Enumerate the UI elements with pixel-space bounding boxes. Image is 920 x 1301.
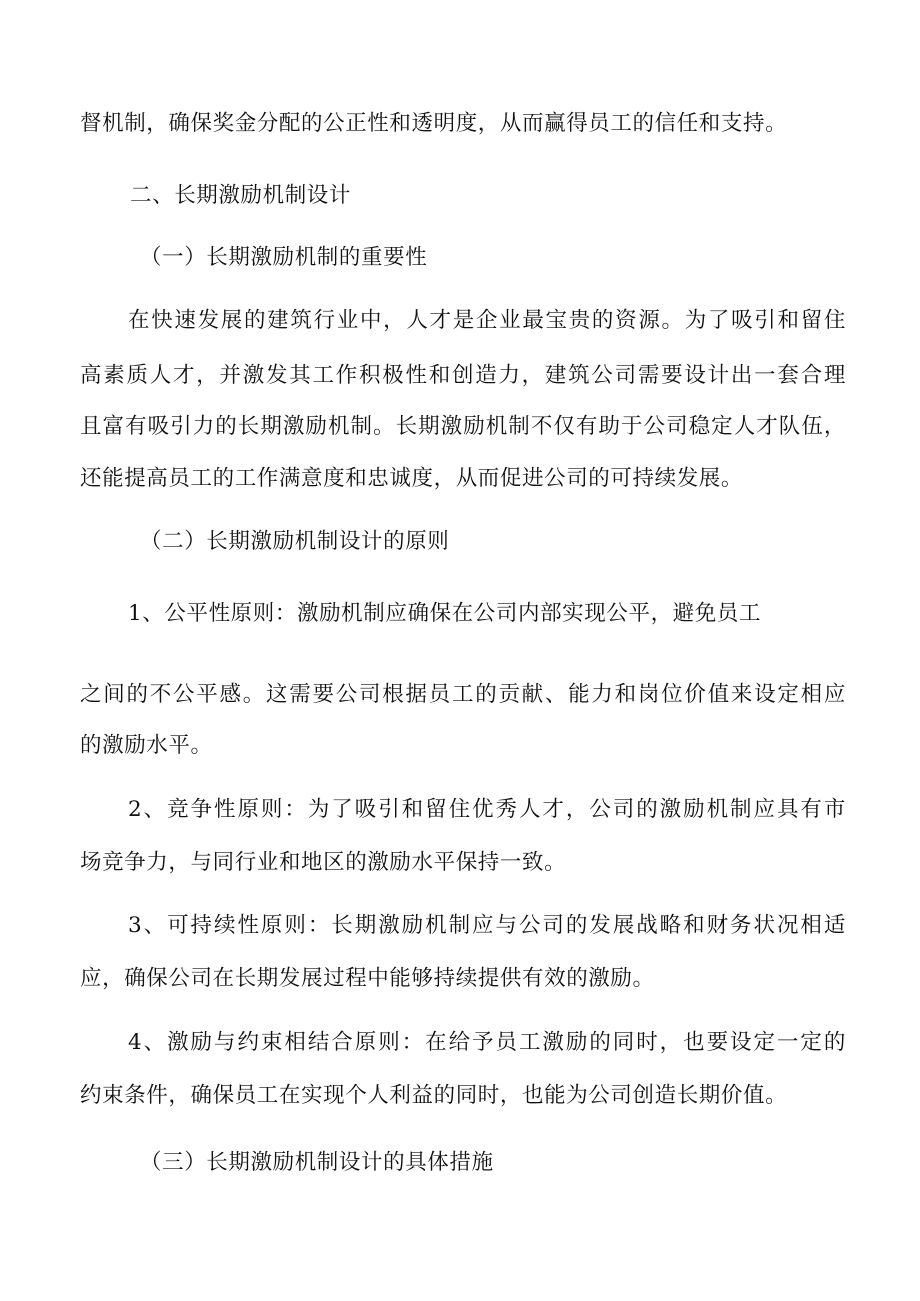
paragraph-line: 在快速发展的建筑行业中，人才是企业最宝贵的资源。为了吸引和留住 xyxy=(128,308,846,333)
paragraph-line: 4、激励与约束相结合原则：在给予员工激励的同时，也要设定一定的 xyxy=(128,1030,846,1055)
paragraph-line: 督机制，确保奖金分配的公正性和透明度，从而赢得员工的信任和支持。 xyxy=(80,111,788,136)
paragraph-line: 约束条件，确保员工在实现个人利益的同时，也能为公司创造长期价值。 xyxy=(80,1083,788,1108)
paragraph-line: 且富有吸引力的长期激励机制。长期激励机制不仅有助于公司稳定人才队伍， xyxy=(80,414,846,439)
subsection-heading: （一）长期激励机制的重要性 xyxy=(140,245,428,270)
paragraph-line: 2、竞争性原则：为了吸引和留住优秀人才，公司的激励机制应具有市 xyxy=(128,797,846,822)
paragraph-line: 场竞争力，与同行业和地区的激励水平保持一致。 xyxy=(80,850,567,875)
paragraph-line: 应，确保公司在长期发展过程中能够持续提供有效的激励。 xyxy=(80,966,655,991)
subsection-heading: （二）长期激励机制设计的原则 xyxy=(140,529,450,554)
paragraph-line: 高素质人才，并激发其工作积极性和创造力，建筑公司需要设计出一套合理 xyxy=(80,363,846,388)
paragraph-line: 之间的不公平感。这需要公司根据员工的贡献、能力和岗位价值来设定相应 xyxy=(80,682,846,707)
subsection-heading: （三）长期激励机制设计的具体措施 xyxy=(140,1150,494,1175)
paragraph-line: 的激励水平。 xyxy=(80,733,213,758)
paragraph-line: 3、可持续性原则：长期激励机制应与公司的发展战略和财务状况相适 xyxy=(128,913,846,938)
paragraph-line: 还能提高员工的工作满意度和忠诚度，从而促进公司的可持续发展。 xyxy=(80,466,744,491)
section-heading: 二、长期激励机制设计 xyxy=(130,183,352,208)
paragraph-line: 1、公平性原则：激励机制应确保在公司内部实现公平，避免员工 xyxy=(128,601,762,626)
